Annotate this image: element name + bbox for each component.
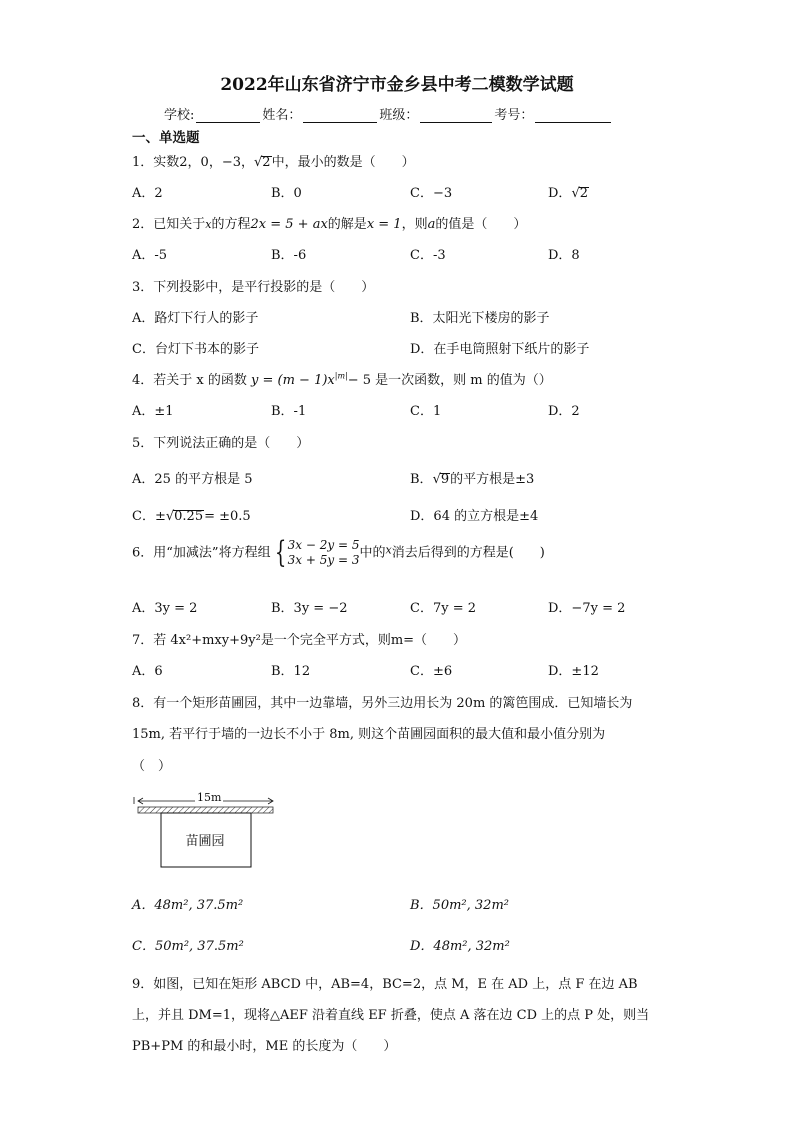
q5-c-sqrt: 0.25 [174, 509, 204, 524]
q4-text-2: 是一次函数，则 m 的值为（） [375, 373, 552, 388]
q1-option-d [548, 182, 589, 201]
q8-option-d: D．48m², 32m² [410, 939, 510, 954]
sqrt-icon: √ [253, 155, 263, 170]
q2-var-a: a [427, 217, 436, 232]
question-8-line-2: 15m, 若平行于墙的一边长不小于 8m, 则这个苗圃园面积的最大值和最小值分别为 [132, 727, 606, 742]
q7-option-d: D．±12 [548, 664, 599, 679]
question-4-stem [132, 369, 552, 388]
sqrt-icon: √ [432, 472, 441, 487]
q4-option-b: B．-1 [271, 404, 307, 419]
question-7-stem: 7．若 4x²+mxy+9y²是一个完全平方式，则m=（ ） [132, 633, 467, 648]
q6-equation-1: 3x − 2y = 5 [287, 538, 360, 552]
q8-option-a: A．48m², 37.5m² [132, 898, 244, 913]
q2-option-d: D．8 [548, 248, 580, 263]
q7-option-b: B．12 [271, 664, 311, 679]
left-brace-icon: { [274, 535, 286, 570]
q2-text-3: 的解是 [327, 217, 367, 232]
question-8-line-1: 8．有一个矩形苗圃园，其中一边靠墙，另外三边用长为 20m 的篱笆围成．已知墙长为 [132, 696, 633, 711]
sqrt-icon: √ [571, 186, 580, 201]
wall-hatch [138, 807, 273, 813]
q2-equation: 2x = 5 + ax [250, 217, 328, 232]
q8-option-c: C．50m², 37.5m² [132, 939, 244, 954]
q3-option-d: D．在手电筒照射下纸片的影子 [410, 342, 590, 357]
exam-no-label: 考号： [494, 108, 534, 123]
q5-option-d: D．64 的立方根是±4 [410, 509, 539, 524]
garden-figure [131, 792, 281, 870]
q3-option-b: B．太阳光下楼房的影子 [410, 311, 550, 326]
school-blank [196, 122, 260, 123]
q6-equation-system [288, 538, 360, 568]
q4-function-b: − 5 [347, 373, 372, 388]
q2-solution: x = 1 [366, 217, 402, 232]
section-heading: 一、单选题 [132, 130, 200, 146]
page-title: 2022年山东省济宁市金乡县中考二模数学试题 [220, 75, 574, 95]
q1-option-b: B．0 [271, 186, 302, 201]
q5-c-suffix: = ±0.5 [204, 509, 251, 524]
q6-option-a: A．3y = 2 [132, 601, 198, 616]
q8-option-b: B．50m², 32m² [410, 898, 509, 913]
q5-c-prefix: C．± [132, 509, 166, 524]
question-9-line-3: PB+PM 的和最小时，ME 的长度为（ ） [132, 1039, 397, 1054]
q2-text-5: 的值是（ ） [435, 217, 527, 232]
q2-text-1: 2．已知关于 [132, 217, 206, 232]
question-1-stem [132, 151, 415, 170]
class-blank [420, 122, 492, 123]
wall-length-label: 15m [197, 791, 222, 804]
q1-d-prefix: D． [548, 186, 572, 201]
q5-option-c [132, 505, 251, 524]
student-info-line [164, 104, 613, 123]
q6-text-3: 消去后得到的方程是( ) [391, 545, 545, 561]
question-2-stem [132, 213, 526, 232]
question-3-stem: 3．下列投影中，是平行投影的是（ ） [132, 280, 375, 295]
class-label: 班级： [379, 108, 419, 123]
q6-option-d: D．−7y = 2 [548, 601, 626, 616]
q6-text-1: 6．用“加减法”将方程组 [132, 545, 271, 561]
q1-d-sqrt: 2 [579, 186, 589, 201]
q2-option-c: C．-3 [410, 248, 446, 263]
q6-option-b: B．3y = −2 [271, 601, 348, 616]
q2-text-2: 的方程 [211, 217, 251, 232]
q3-option-a: A．路灯下行人的影子 [132, 311, 259, 326]
question-9-line-2: 上，并且 DM=1，现将△AEF 沿着直线 EF 折叠，使点 A 落在边 CD 上的点 P 处，则当 [132, 1008, 650, 1023]
q6-option-c: C．7y = 2 [410, 601, 476, 616]
q6-var-x: x [385, 543, 392, 557]
q5-option-a: A．25 的平方根是 5 [132, 472, 253, 487]
q4-exponent: |m| [334, 371, 348, 381]
q4-option-d: D．2 [548, 404, 580, 419]
name-label: 姓名： [262, 108, 302, 123]
q1-option-a: A．2 [132, 186, 163, 201]
q2-option-b: B．-6 [271, 248, 307, 263]
question-5-stem: 5．下列说法正确的是（ ） [132, 436, 310, 451]
q7-option-a: A．6 [132, 664, 163, 679]
q4-function: y = (m − 1)x [251, 373, 335, 388]
garden-label: 苗圃园 [185, 834, 225, 849]
q3-option-c: C．台灯下书本的影子 [132, 342, 259, 357]
q4-option-c: C．1 [410, 404, 442, 419]
exam-no-blank [535, 122, 611, 123]
q2-option-a: A．-5 [132, 248, 168, 263]
q6-text-2: 中的 [359, 545, 386, 561]
q2-var-x: x [205, 218, 212, 231]
q1-text-b: 中，最小的数是（ ） [271, 155, 415, 170]
sqrt-icon: √ [165, 509, 175, 524]
q2-text-4: ，则 [401, 217, 428, 232]
q1-sqrt-value: 2 [262, 155, 271, 170]
q5-option-b [410, 468, 534, 487]
q1-option-c: C．−3 [410, 186, 453, 201]
school-label: 学校: [164, 108, 195, 123]
question-8-line-3: （ ） [132, 759, 172, 774]
q4-text-1: 4．若关于 x 的函数 [132, 373, 247, 388]
q5-b-prefix: B． [410, 472, 433, 487]
question-9-line-1: 9．如图，已知在矩形 ABCD 中，AB=4，BC=2，点 M，E 在 AD 上，点 F 在边 AB [132, 977, 638, 992]
q6-equation-2: 3x + 5y = 3 [287, 553, 360, 567]
q4-option-a: A．±1 [132, 404, 174, 419]
question-6-stem [132, 535, 545, 570]
q1-text-a: 1．实数2，0，−3， [132, 155, 254, 170]
q7-option-c: C．±6 [410, 664, 453, 679]
name-blank [303, 122, 377, 123]
q5-b-suffix: 的平方根是±3 [450, 472, 535, 487]
q5-b-sqrt: 9 [440, 472, 450, 487]
